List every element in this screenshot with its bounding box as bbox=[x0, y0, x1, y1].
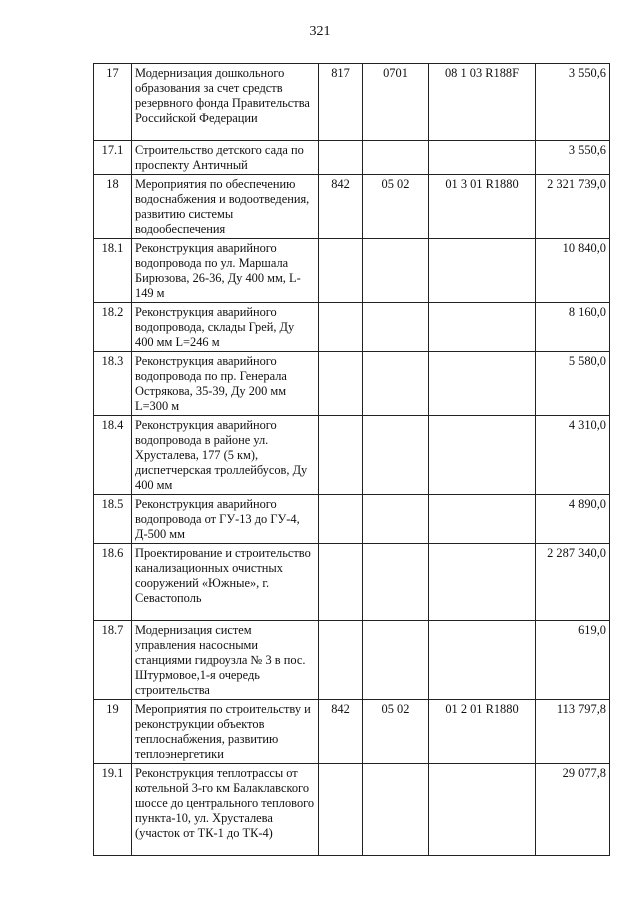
section-code bbox=[363, 303, 429, 352]
amount: 2 321 739,0 bbox=[536, 175, 610, 239]
item-name: Реконструкция аварийного водопровода в районе ул. Хрусталева, 177 (5 км), диспетчерская троллейбусов, Ду 400 мм bbox=[132, 416, 319, 495]
row-number: 17.1 bbox=[94, 141, 132, 175]
page-number: 321 bbox=[309, 24, 331, 39]
section-code bbox=[363, 141, 429, 175]
grbs-code bbox=[319, 416, 363, 495]
table-row bbox=[94, 175, 610, 239]
item-name: Строительство детского сада по проспекту Античный bbox=[132, 141, 319, 175]
row-number: 19.1 bbox=[94, 764, 132, 856]
amount: 5 580,0 bbox=[536, 352, 610, 416]
amount: 8 160,0 bbox=[536, 303, 610, 352]
amount: 113 797,8 bbox=[536, 700, 610, 764]
row-number: 18.6 bbox=[94, 544, 132, 621]
target-code bbox=[429, 352, 536, 416]
grbs-code bbox=[319, 352, 363, 416]
grbs-code bbox=[319, 141, 363, 175]
item-name: Реконструкция аварийного водопровода по ул. Маршала Бирюзова, 26-36, Ду 400 мм, L-149 м bbox=[132, 239, 319, 303]
table-row bbox=[94, 352, 610, 416]
item-name: Мероприятия по строительству и реконструкции объектов теплоснабжения, развитию теплоэнергетики bbox=[132, 700, 319, 764]
target-code bbox=[429, 141, 536, 175]
target-code bbox=[429, 239, 536, 303]
row-number: 17 bbox=[94, 64, 132, 141]
table-row bbox=[94, 64, 610, 141]
grbs-code bbox=[319, 239, 363, 303]
target-code: 08 1 03 R188F bbox=[429, 64, 536, 141]
grbs-code bbox=[319, 621, 363, 700]
item-name: Реконструкция аварийного водопровода, склады Грей, Ду 400 мм L=246 м bbox=[132, 303, 319, 352]
target-code bbox=[429, 621, 536, 700]
section-code bbox=[363, 239, 429, 303]
item-name: Модернизация систем управления насосными станциями гидроузла № 3 в пос. Штурмовое,1-я очередь строительства bbox=[132, 621, 319, 700]
amount: 3 550,6 bbox=[536, 141, 610, 175]
section-code bbox=[363, 416, 429, 495]
row-number: 18 bbox=[94, 175, 132, 239]
amount: 4 890,0 bbox=[536, 495, 610, 544]
row-number: 18.7 bbox=[94, 621, 132, 700]
item-name: Реконструкция аварийного водопровода от ГУ-13 до ГУ-4, Д-500 мм bbox=[132, 495, 319, 544]
target-code: 01 2 01 R1880 bbox=[429, 700, 536, 764]
item-name: Проектирование и строительство канализационных очистных сооружений «Южные», г. Севастополь bbox=[132, 544, 319, 621]
section-code bbox=[363, 352, 429, 416]
target-code bbox=[429, 544, 536, 621]
row-number: 19 bbox=[94, 700, 132, 764]
amount: 619,0 bbox=[536, 621, 610, 700]
table-row bbox=[94, 303, 610, 352]
item-name: Модернизация дошкольного образования за счет средств резервного фонда Правительства Российской Федерации bbox=[132, 64, 319, 141]
section-code bbox=[363, 544, 429, 621]
row-number: 18.1 bbox=[94, 239, 132, 303]
section-code bbox=[363, 764, 429, 856]
row-number: 18.3 bbox=[94, 352, 132, 416]
table-row bbox=[94, 621, 610, 700]
target-code bbox=[429, 764, 536, 856]
table-row bbox=[94, 700, 610, 764]
target-code bbox=[429, 303, 536, 352]
table-row bbox=[94, 544, 610, 621]
grbs-code: 842 bbox=[319, 175, 363, 239]
row-number: 18.4 bbox=[94, 416, 132, 495]
row-number: 18.5 bbox=[94, 495, 132, 544]
grbs-code: 817 bbox=[319, 64, 363, 141]
budget-table bbox=[93, 63, 610, 856]
amount: 4 310,0 bbox=[536, 416, 610, 495]
amount: 29 077,8 bbox=[536, 764, 610, 856]
table-row bbox=[94, 239, 610, 303]
section-code: 0701 bbox=[363, 64, 429, 141]
section-code: 05 02 bbox=[363, 700, 429, 764]
grbs-code bbox=[319, 544, 363, 621]
section-code bbox=[363, 495, 429, 544]
row-number: 18.2 bbox=[94, 303, 132, 352]
target-code: 01 3 01 R1880 bbox=[429, 175, 536, 239]
table-row bbox=[94, 764, 610, 856]
section-code bbox=[363, 621, 429, 700]
amount: 3 550,6 bbox=[536, 64, 610, 141]
grbs-code: 842 bbox=[319, 700, 363, 764]
grbs-code bbox=[319, 303, 363, 352]
item-name: Реконструкция теплотрассы от котельной 3-го км Балаклавского шоссе до центрального теплового пункта-10, ул. Хрусталева (участок от ТК-1 до ТК-4) bbox=[132, 764, 319, 856]
item-name: Мероприятия по обеспечению водоснабжения и водоотведения, развитию системы водообеспечения bbox=[132, 175, 319, 239]
target-code bbox=[429, 495, 536, 544]
table-row bbox=[94, 495, 610, 544]
section-code: 05 02 bbox=[363, 175, 429, 239]
amount: 10 840,0 bbox=[536, 239, 610, 303]
amount: 2 287 340,0 bbox=[536, 544, 610, 621]
grbs-code bbox=[319, 495, 363, 544]
table-row bbox=[94, 416, 610, 495]
grbs-code bbox=[319, 764, 363, 856]
table-row bbox=[94, 141, 610, 175]
item-name: Реконструкция аварийного водопровода по пр. Генерала Острякова, 35-39, Ду 200 мм L=300 м bbox=[132, 352, 319, 416]
target-code bbox=[429, 416, 536, 495]
